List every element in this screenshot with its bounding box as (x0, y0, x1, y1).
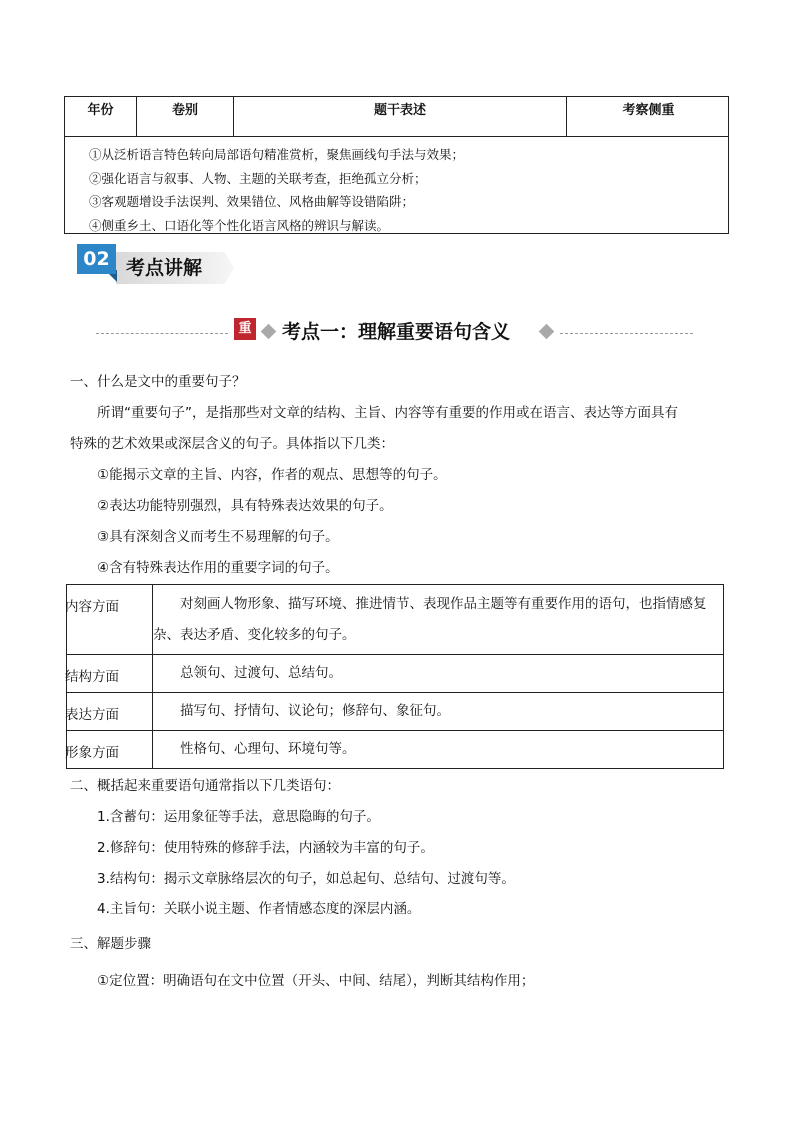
header-focus: 考察侧重 (622, 103, 675, 118)
part2-heading: 二、概括起来重要语句通常指以下几类语句： (70, 778, 340, 794)
header-year: 年份 (65, 97, 137, 137)
summary-line: ②强化语言与叙事、人物、主题的关联考查，拒绝孤立分析； (89, 170, 427, 186)
summary-line: ③客观题增设手法误判、效果错位、风格曲解等设错陷阱； (89, 194, 415, 209)
sentence-type-table (66, 584, 724, 769)
exam-summary-header (65, 97, 728, 137)
header-volume: 卷别 (137, 97, 234, 137)
section-number-badge: 02 (77, 244, 116, 274)
title-divider-left (96, 333, 228, 334)
table-row (67, 585, 723, 655)
part3-heading: 三、解题步骤 (70, 936, 151, 952)
table-row-content: 性格句、心理句、环境句等。 (180, 741, 356, 757)
part1-item: ④含有特殊表达作用的重要字词的句子。 (97, 560, 339, 576)
exam-summary-body (89, 143, 464, 237)
section-title: 考点讲解 (126, 257, 203, 279)
part1-item: ①能揭示文章的主旨、内容，作者的观点、思想等的句子。 (97, 467, 447, 483)
key-point-title: 考点一：理解重要语句含义 (282, 321, 511, 343)
summary-line: ①从泛析语言特色转向局部语句精准赏析，聚焦画线句手法与效果； (89, 147, 465, 162)
table-row (67, 731, 723, 769)
table-row-label: 结构方面 (65, 669, 119, 685)
part2-item: 4.主旨句：关联小说主题、作者情感态度的深层内涵。 (97, 901, 421, 917)
part1-heading: 一、什么是文中的重要句子？ (70, 374, 246, 390)
part1-paragraph-line1: 所谓“重要句子”，是指那些对文章的结构、主旨、内容等有重要的作用或在语言、表达等方面具有 (97, 405, 678, 421)
exam-summary-table (64, 96, 729, 234)
table-row (67, 693, 723, 731)
summary-line: ④侧重乡土、口语化等个性化语言风格的辨识与解读。 (89, 217, 390, 233)
table-row-content: 对刻画人物形象、描写环境、推进情节、表现作品主题等有重要作用的语句，也指情感复杂、表达矛盾、变化较多的句子。 (153, 596, 707, 643)
table-row-content: 描写句、抒情句、议论句；修辞句、象征句。 (180, 703, 450, 719)
title-divider-right (560, 333, 693, 334)
table-row-label: 形象方面 (65, 745, 119, 761)
part1-item: ③具有深刻含义而考生不易理解的句子。 (97, 529, 339, 545)
table-row-label: 内容方面 (65, 599, 119, 615)
part1-paragraph-line2: 特殊的艺术效果或深层含义的句子。具体指以下几类： (70, 436, 394, 452)
diamond-icon (261, 324, 277, 340)
part2-item: 3.结构句：揭示文章脉络层次的句子，如总起句、总结句、过渡句等。 (97, 871, 515, 887)
part1-item: ②表达功能特别强烈，具有特殊表达效果的句子。 (97, 498, 393, 514)
key-point-badge: 重 (234, 318, 256, 340)
table-row (67, 655, 723, 693)
header-question: 题干表述 (234, 97, 567, 137)
table-row-content: 总领句、过渡句、总结句。 (180, 665, 342, 681)
part3-item: ①定位置：明确语句在文中位置（开头、中间、结尾），判断其结构作用； (97, 973, 535, 989)
diamond-icon (539, 324, 555, 340)
table-row-label: 表达方面 (65, 707, 119, 723)
part2-item: 2.修辞句：使用特殊的修辞手法，内涵较为丰富的句子。 (97, 840, 434, 856)
part2-item: 1.含蓄句：运用象征等手法，意思隐晦的句子。 (97, 809, 380, 825)
